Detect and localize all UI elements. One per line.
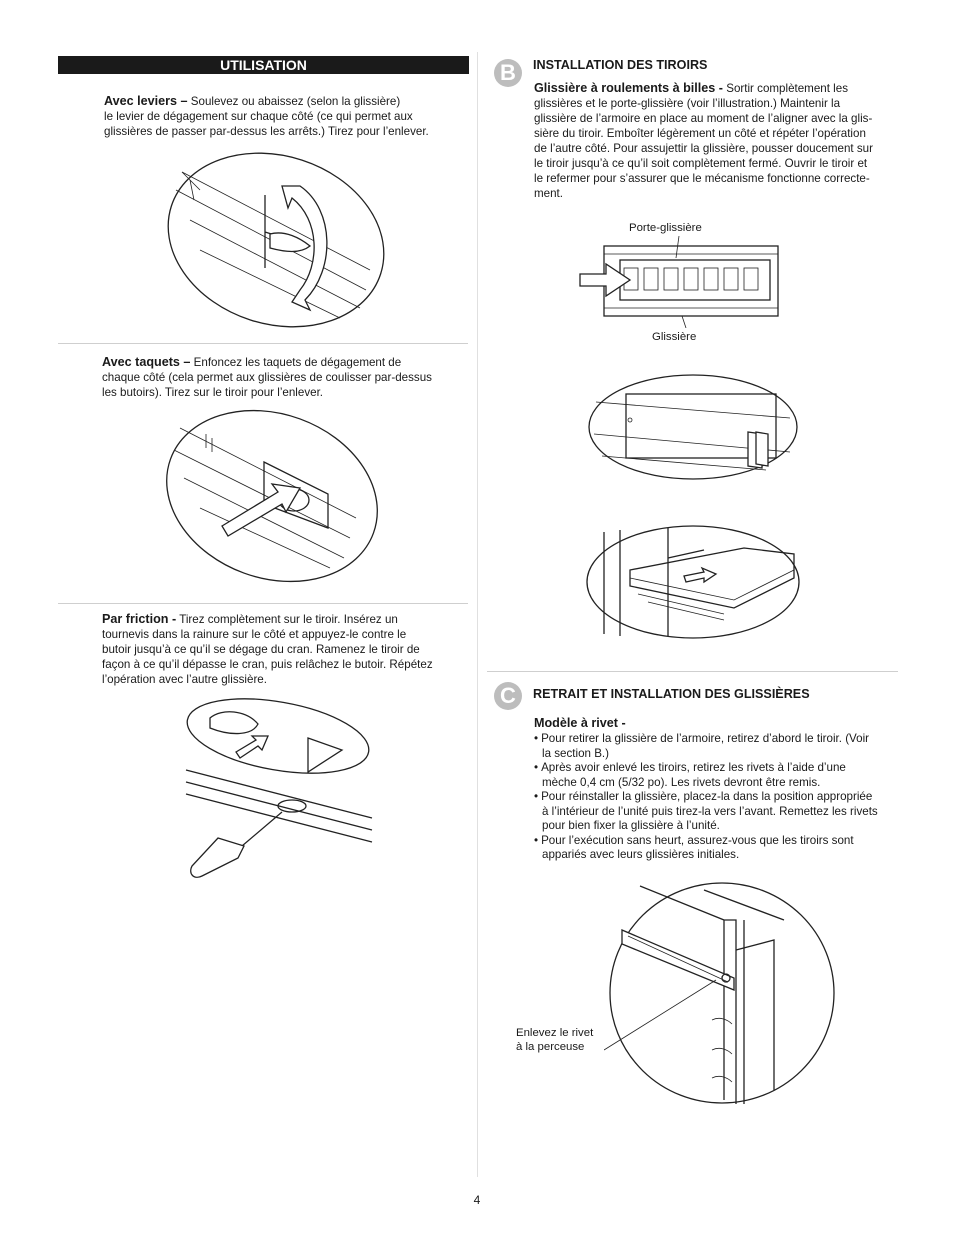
rivet-instructions-list [534,732,878,863]
tabs-paragraph: Avec taquets – Enfoncez les taquets de dégagement de chaque côté (cela permet aux glissières de coulisser par-dessus les butoirs). Tirez sur le tiroir pour l’enlever. [102,355,432,399]
friction-illustration [182,698,378,890]
list-item: • Pour réinstaller la glissière, placez-la dans la position appropriée à l’intérieur de l’unité puis tirez-la vers l’avant. Remettez les rivets pour bien fixer la glissière à l’unité. [534,790,878,834]
list-item: • Après avoir enlevé les tiroirs, retirez les rivets à l’aide d’une mèche 0,4 cm (5/32 po). Les rivets devront être remis. [534,761,878,790]
tabs-illustration [160,408,384,584]
ballbearing-paragraph: Glissière à roulements à billes - Sortir complètement les glissières et le porte-glissière (voir l’illustration.) Maintenir la glissière de l’armoire en place au moment de l’aligner avec la glis- sière du tiroir. Emboîter légèrement un côté et répéter l’opération de l’autre côté. Pour assujettir la glissière, pousser doucement sur le tiroir jusqu’à ce qu’il soit complètement fermé. Ouvrir le tiroir et le refermer pour s’assurer que le mécanisme fonctionne correcte- ment. [534,81,873,200]
drawer-install-illustration [584,524,802,640]
rivet-removal-illustration [604,880,838,1106]
rivet-model-title: Modèle à rivet - [534,716,626,730]
ball-bearing-slide-illustration [576,236,782,328]
friction-paragraph: Par friction - Tirez complètement sur le tiroir. Insérez un tournevis dans la rainure sur le côté et appuyez-le contre le butoir jusqu’à ce qu’il se dégage du cran. Ramenez le tiroir de façon à ce qu’il dépasse le cran, puis relâchez le butoir. Répétez l’opération avec l’autre glissière. [102,612,433,686]
separator-section-b [487,671,898,672]
section-b-badge: B [494,59,522,87]
list-item: • Pour l’exécution sans heurt, assurez-vous que les tiroirs sont appariés avec leurs glissières initiales. [534,834,878,863]
label-remove-rivet: Enlevez le rivet à la perceuse [516,1027,594,1053]
separator-tabs [58,603,468,604]
section-c-badge: C [494,682,522,710]
friction-title: Par friction - [102,612,177,626]
label-porte-glissiere: Porte-glissière [629,222,702,234]
slide-closeup-illustration [586,372,800,482]
section-c-header: RETRAIT ET INSTALLATION DES GLISSIÈRES [533,687,810,701]
utilisation-header: UTILISATION [58,56,469,74]
separator-levers [58,343,468,344]
column-divider [477,52,478,1177]
list-item: • Pour retirer la glissière de l’armoire, retirez d’abord le tiroir. (Voir la section B.) [534,732,878,761]
label-glissiere: Glissière [652,331,697,343]
levers-paragraph: Avec leviers – Soulevez ou abaissez (selon la glissière) le levier de dégagement sur chaque côté (ce qui permet aux glissières de passer par-dessus les arrêts.) Tirez pour l’enlever. [104,94,429,138]
page-number: 4 [473,1193,481,1207]
ballbearing-title: Glissière à roulements à billes - [534,81,723,95]
levers-title: Avec leviers – [104,94,188,108]
tabs-title: Avec taquets – [102,355,191,369]
levers-illustration [160,150,392,330]
section-b-header: INSTALLATION DES TIROIRS [533,58,708,72]
